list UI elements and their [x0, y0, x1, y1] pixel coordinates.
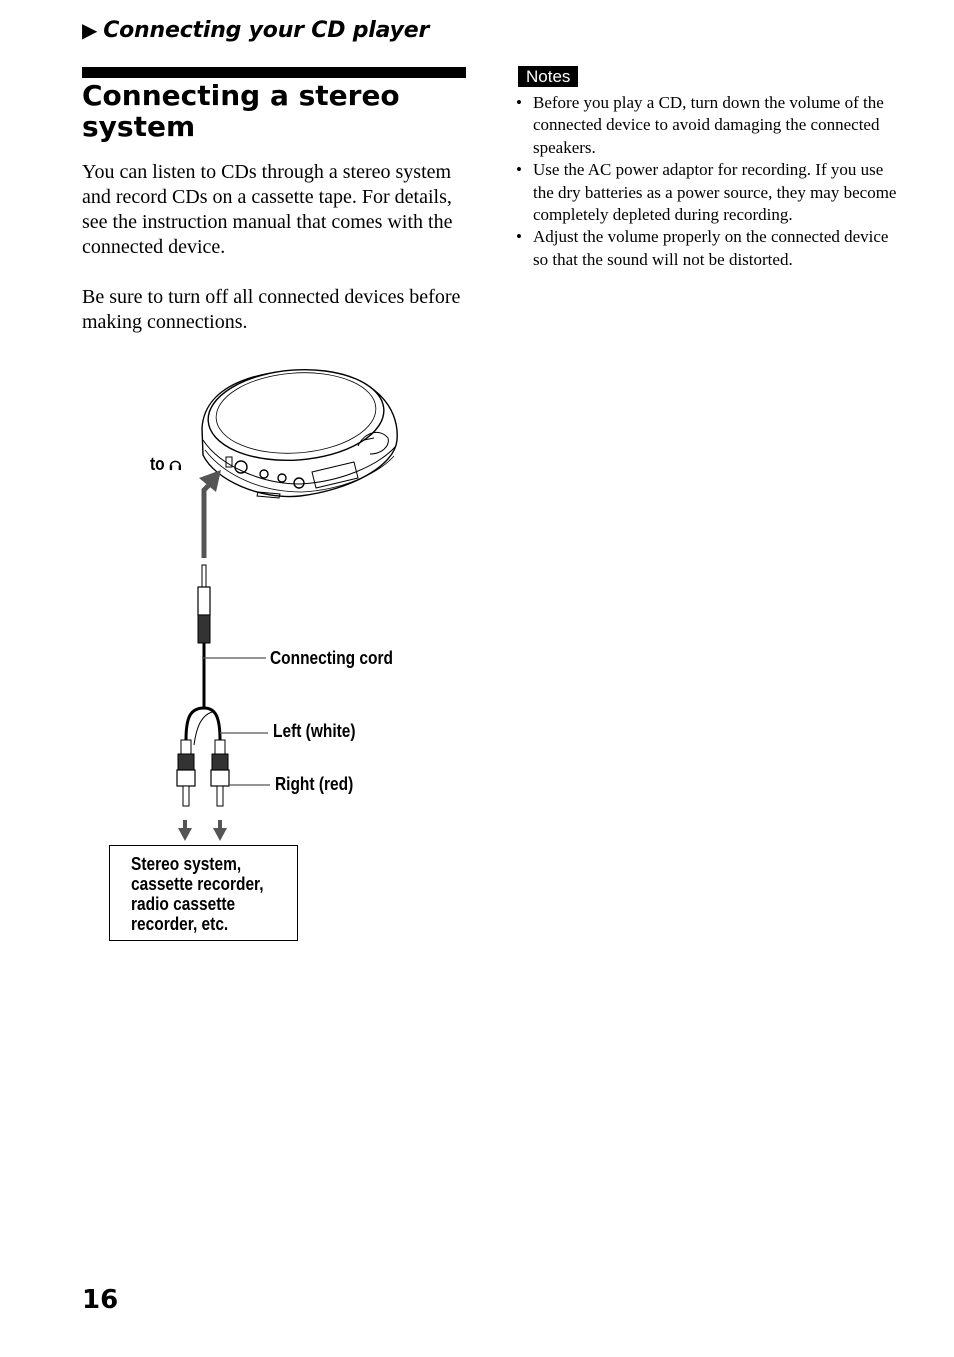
title-rule — [82, 67, 466, 78]
intro-paragraph: You can listen to CDs through a stereo system and record CDs on a cassette tape. For details, see the instruction manual that comes with the connected device. — [82, 161, 453, 258]
page-title: Connecting a stereo system — [82, 79, 400, 143]
note-text: Use the AC power adaptor for recording. If you use the dry batteries as a power source, they may become completely depleted during recording. — [533, 160, 897, 225]
note-item: • Use the AC power adaptor for recording. If you use the dry batteries as a power source, they may become completely depleted during recording. — [516, 160, 897, 225]
connecting-cord-label: Connecting cord — [270, 648, 393, 668]
right-red-label: Right (red) — [275, 774, 354, 794]
device-box-text: Stereo system, cassette recorder, radio cassette recorder, etc. — [131, 854, 264, 934]
notes-list — [516, 92, 901, 271]
caution-paragraph: Be sure to turn off all connected devices before making connections. — [82, 286, 461, 333]
note-item: • Before you play a CD, turn down the volume of the connected device to avoid damaging the connected speakers. — [516, 93, 884, 157]
page-number: 16 — [82, 1285, 119, 1315]
connection-diagram — [100, 355, 410, 845]
triangle-marker-icon: ▶ — [82, 18, 98, 42]
connecting-cord-illustration — [177, 470, 229, 841]
headphones-icon — [169, 456, 182, 471]
to-text: to — [150, 454, 165, 474]
note-text: Adjust the volume properly on the connected device so that the sound will not be distorted. — [533, 227, 889, 269]
note-text: Before you play a CD, turn down the volume of the connected device to avoid damaging the connected speakers. — [533, 93, 884, 157]
section-header-text: Connecting your CD player — [103, 18, 430, 43]
device-box — [109, 845, 298, 941]
section-header — [82, 18, 429, 43]
left-white-label: Left (white) — [273, 721, 356, 741]
note-item: • Adjust the volume properly on the connected device so that the sound will not be distorted. — [516, 227, 889, 269]
cd-player-illustration — [202, 364, 397, 498]
to-headphones-label — [150, 454, 182, 475]
notes-label: Notes — [518, 66, 578, 87]
